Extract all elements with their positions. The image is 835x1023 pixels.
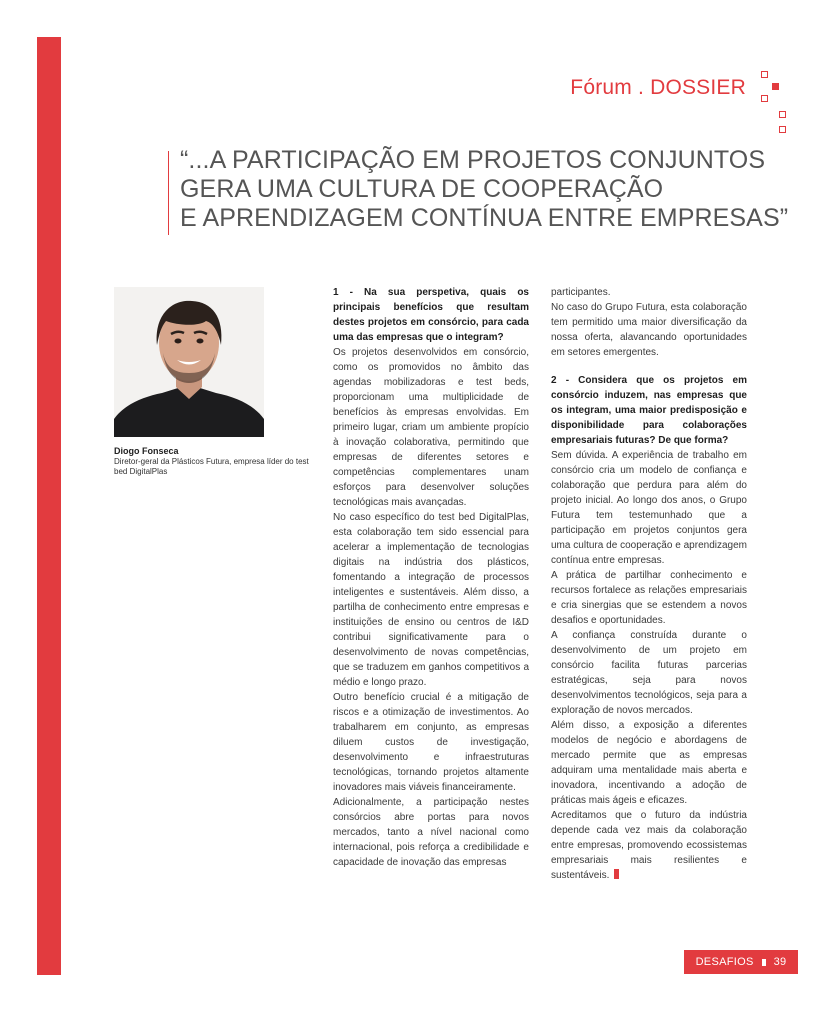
decor-square — [761, 71, 768, 78]
answer-paragraph: No caso do Grupo Futura, esta colaboração tem permitido uma maior diversificação da nossa oferta, alavancando oportunidades em setores emergentes. — [551, 302, 747, 358]
interview-question: 2 - Considera que os projetos em consórcio induzem, nas empresas que os integram, uma maior predisposição e disponibilidade para colaborações empresariais futuras? De que forma? — [551, 375, 747, 446]
article-column-right — [551, 285, 747, 883]
end-of-article-mark — [614, 869, 619, 879]
answer-paragraph: A confiança construída durante o desenvolvimento de um projeto em consórcio facilita futuras parcerias estratégicas, seja para novos desenvolvimentos tecnológicos, seja para a exploração de novos mercados. — [551, 630, 747, 716]
footer-page-tab — [684, 950, 798, 974]
answer-paragraph: Os projetos desenvolvidos em consórcio, como os promovidos no âmbito das agendas mobilizadoras e test beds, proporcionam uma multiplicidade de benefícios às empresas envolvidas. Em primeiro lugar, criam um ambiente propício à inovação colaborativa, permitindo que empresas de diferentes setores e competências complementares unam esforços para desenvolver soluções tecnológicas mais avançadas. — [333, 347, 529, 508]
pull-quote-line: GERA UMA CULTURA DE COOPERAÇÃO — [180, 175, 664, 203]
section-title: Fórum . DOSSIER — [570, 76, 746, 99]
decor-square — [779, 111, 786, 118]
decor-square — [772, 83, 779, 90]
article-column-left — [333, 285, 529, 870]
pull-quote-line: “...A PARTICIPAÇÃO EM PROJETOS CONJUNTOS — [180, 146, 766, 174]
decor-square — [761, 95, 768, 102]
person-role: Diretor-geral da Plásticos Futura, empresa líder do test bed DigitalPlas — [114, 457, 309, 476]
answer-paragraph — [551, 808, 747, 883]
answer-paragraph: No caso específico do test bed DigitalPlas, esta colaboração tem sido essencial para acelerar a implementação de tecnologias digitais na indústria dos plásticos, fomentando a integração de processos inteligentes e sustentáveis. Além disso, a partilha de conhecimento entre empresas e instituições de ensino ou centros de I&D contribui significativamente para o desenvolvimento de novas competências, que se traduzem em ganhos competitivos a médio e longo prazo. — [333, 512, 529, 688]
pull-quote-line: E APRENDIZAGEM CONTÍNUA ENTRE EMPRESAS” — [180, 204, 789, 232]
answer-paragraph: Sem dúvida. A experiência de trabalho em consórcio cria um modelo de confiança e colaboração que perdura para além do projeto inicial. Ao longo dos anos, o Grupo Futura tem testemunhado que a participação em projetos conjuntos gera uma cultura de cooperação e aprendizagem contínua entre empresas. — [551, 450, 747, 566]
final-paragraph-text: Acreditamos que o futuro da indústria depende cada vez mais da colaboração entre empresas, promovendo ecossistemas empresariais mais resilientes e sustentáveis. — [551, 810, 747, 881]
pull-quote — [180, 146, 789, 233]
left-accent-bar — [37, 37, 61, 975]
portrait-illustration — [114, 287, 264, 437]
page-number: 39 — [773, 956, 787, 968]
portrait-photo — [114, 287, 264, 437]
answer-paragraph: Adicionalmente, a participação nestes consórcios abre portas para novos mercados, tanto a nível nacional como internacional, pois reforça a credibilidade e capacidade de inovação das empresas — [333, 797, 529, 868]
person-name: Diogo Fonseca — [114, 446, 179, 456]
footer-separator — [762, 959, 766, 966]
answer-paragraph: A prática de partilhar conhecimento e recursos fortalece as relações empresariais e cria sinergias que se estendem a novos desafios e oportunidades. — [551, 570, 747, 626]
decor-square — [779, 126, 786, 133]
answer-paragraph: participantes. — [551, 287, 611, 298]
answer-paragraph: Além disso, a exposição a diferentes modelos de negócio e abordagens de mercado permite que as empresas adquiram uma mentalidade mais aberta e inovadora, incentivando a adoção de práticas mais ágeis e eficazes. — [551, 720, 747, 806]
answer-paragraph: Outro benefício crucial é a mitigação de riscos e a otimização de investimentos. Ao trabalharem em conjunto, as empresas diluem custos de investigação, desenvolvimento e infraestruturas tecnológicas, tornando projetos altamente inovadores mais viáveis financeiramente. — [333, 692, 529, 793]
interview-question: 1 - Na sua perspetiva, quais os principais benefícios que resultam destes projetos em consórcio, para cada uma das empresas que o integram? — [333, 287, 529, 343]
quote-rule — [168, 151, 169, 235]
footer-section-label: DESAFIOS — [695, 956, 754, 968]
